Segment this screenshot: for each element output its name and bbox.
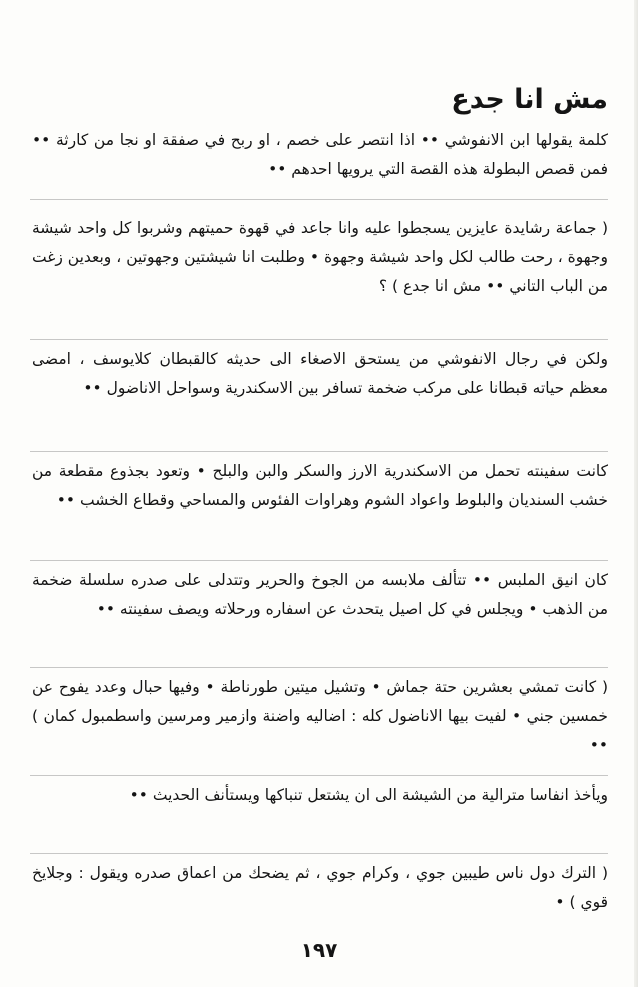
scan-edge <box>634 0 638 987</box>
paragraph-divider <box>30 339 608 340</box>
paragraph-divider <box>30 199 608 200</box>
chapter-title: مش انا جدع <box>451 84 608 116</box>
paragraph-5: كان انيق الملبس •• تتألف ملابسه من الجوخ والحرير وتتدلى على صدره سلسلة ضخمة من الذهب • ويجلس في كل اصيل يتحدث عن اسفاره ورحلاته ويصف سفينته •• <box>32 571 608 618</box>
paragraph-1: كلمة يقولها ابن الانفوشي •• اذا انتصر على خصم ، او ربح في صفقة او نجا من كارثة •• فمن قصص البطولة هذه القصة التي يرويها احدهم •• <box>32 131 608 178</box>
page-number: ١٩٧ <box>300 938 338 962</box>
paragraph-divider <box>30 451 608 452</box>
paragraph-divider <box>30 667 608 668</box>
paragraph-4: كانت سفينته تحمل من الاسكندرية الارز والسكر والبن والبلح • وتعود بجذوع مقطعة من خشب السنديان والبلوط واعواد الشوم وهراوات الفئوس والمساحي وقطاع الخشب •• <box>32 462 608 509</box>
paragraph-divider <box>30 853 608 854</box>
paragraph-3: ولكن في رجال الانفوشي من يستحق الاصغاء الى حديثه كالقبطان كلايوسف ، امضى معظم حياته قبطانا على مركب ضخمة تسافر بين الاسكندرية وسواحل الاناضول •• <box>32 350 608 397</box>
paragraph-7: ويأخذ انفاسا مترالية من الشيشة الى ان يشتعل تنباكها ويستأنف الحديث •• <box>129 786 608 804</box>
paragraph-divider <box>30 775 608 776</box>
paragraph-divider <box>30 560 608 561</box>
paragraph-8: ( الترك دول ناس طيبين جوي ، وكرام جوي ، ثم يضحك من اعماق صدره ويقول : وجلايخ قوي ) • <box>32 864 608 911</box>
paragraph-6: ( كانت تمشي بعشرين حتة جماش • وتشيل ميتين طورناطة • وفيها حبال وعدد يفوح عن خمسين جني • لفيت بيها الاناضول كله : اضاليه واضنة وازمير ومرسين واسطمبول كمان ) •• <box>32 678 608 754</box>
paragraph-2: ( جماعة رشايدة عايزين يسجطوا عليه وانا جاعد في قهوة حميتهم وشربوا كل واحد شيشة وجهوة ، رحت طالب لكل واحد شيشة وجهوة • وطلبت انا شيشتين وجهوتين ، وبعدين زغت من الباب التاني •• مش انا جدع ) ؟ <box>32 219 608 295</box>
